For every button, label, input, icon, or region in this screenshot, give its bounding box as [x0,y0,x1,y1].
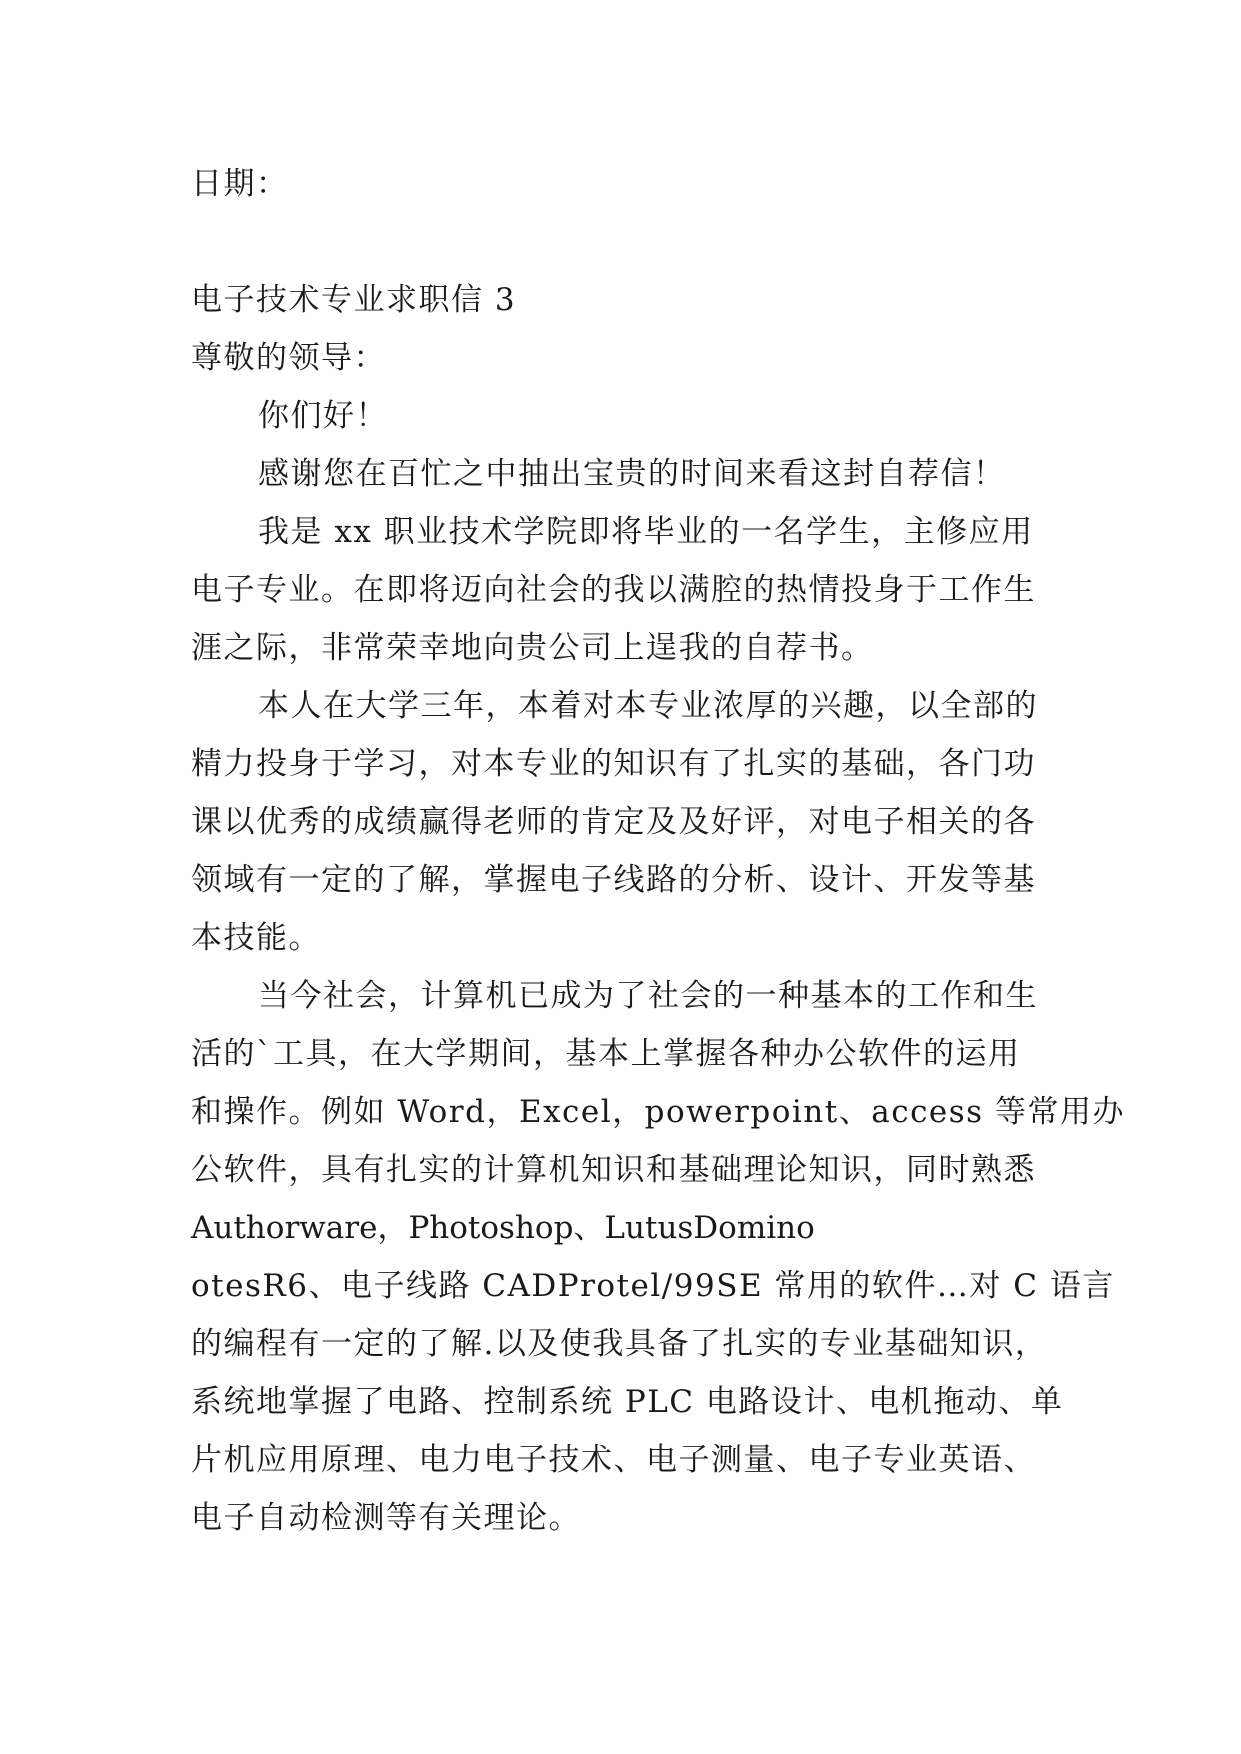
skills-paragraph-line: otesR6、电子线路 CADProtel/99SE 常用的软件…对 C 语言 [191,1268,1115,1304]
skills-paragraph-line: 公软件，具有扎实的计算机知识和基础理论知识，同时熟悉 [191,1152,1036,1188]
intro-paragraph-line: 电子专业。在即将迈向社会的我以满腔的热情投身于工作生 [191,572,1036,608]
skills-paragraph-line: 电子自动检测等有关理论。 [191,1500,581,1536]
greeting: 你们好！ [258,398,388,434]
study-paragraph-line: 精力投身于学习，对本专业的知识有了扎实的基础，各门功 [191,746,1036,782]
skills-paragraph-line: 片机应用原理、电力电子技术、电子测量、电子专业英语、 [191,1442,1036,1478]
skills-paragraph-line: 的编程有一定的了解.以及使我具备了扎实的专业基础知识， [191,1326,1048,1362]
skills-paragraph-line: Authorware，Photoshop、LutusDomino [191,1210,815,1246]
skills-paragraph-line: 当今社会，计算机已成为了社会的一种基本的工作和生 [258,978,1038,1014]
study-paragraph-line: 本人在大学三年，本着对本专业浓厚的兴趣，以全部的 [258,688,1038,724]
study-paragraph-line: 本技能。 [191,920,321,956]
skills-paragraph-line: 活的`工具，在大学期间，基本上掌握各种办公软件的运用 [191,1036,1021,1072]
intro-paragraph-line: 涯之际，非常荣幸地向贵公司上逞我的自荐书。 [191,630,874,666]
letter-title: 电子技术专业求职信 3 [191,282,517,318]
study-paragraph-line: 领域有一定的了解，掌握电子线路的分析、设计、开发等基 [191,862,1036,898]
skills-paragraph-line: 和操作。例如 Word，Excel，powerpoint、access 等常用办 [191,1094,1125,1130]
thanks-paragraph: 感谢您在百忙之中抽出宝贵的时间来看这封自荐信！ [258,456,1006,492]
intro-paragraph-line: 我是 xx 职业技术学院即将毕业的一名学生，主修应用 [258,514,1034,550]
study-paragraph-line: 课以优秀的成绩赢得老师的肯定及及好评，对电子相关的各 [191,804,1036,840]
date-label: 日期： [191,166,289,202]
skills-paragraph-line: 系统地掌握了电路、控制系统 PLC 电路设计、电机拖动、单 [191,1384,1064,1420]
salutation: 尊敬的领导： [191,340,386,376]
